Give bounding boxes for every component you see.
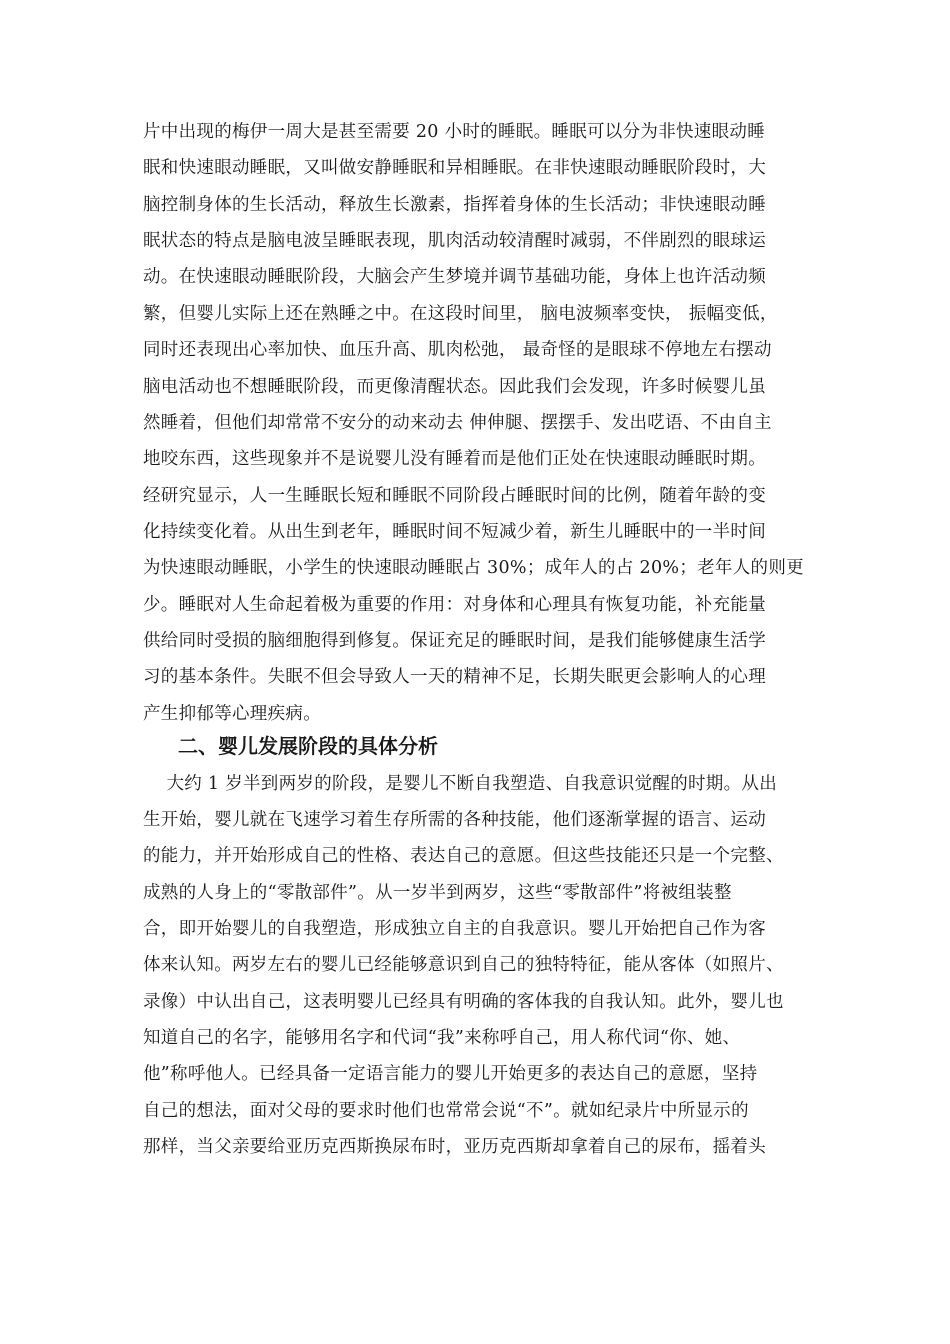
paragraph-2-line: 那样，当父亲要给亚历克西斯换尿布时，亚历克西斯却拿着自己的尿布，摇着头 [143, 1137, 766, 1157]
paragraph-1-line: 供给同时受损的脑细胞得到修复。保证充足的睡眠时间，是我们能够健康生活学 [143, 631, 766, 651]
paragraph-1-line: 然睡着，但他们却常常不安分的动来动去 伸伸腿、摆摆手、发出呓语、不由自主 [143, 413, 772, 433]
paragraph-2-line: 合，即开始婴儿的自我塑造，形成独立自主的自我意识。婴儿开始把自己作为客 [143, 919, 766, 939]
paragraph-1-line: 眠和快速眼动睡眠，又叫做安静睡眠和异相睡眠。在非快速眼动睡眠阶段时，大 [143, 158, 766, 178]
paragraph-2-line: 录像）中认出自己，这表明婴儿已经具有明确的客体我的自我认知。此外，婴儿也 [143, 992, 784, 1012]
paragraph-1-line: 少。睡眠对人生命起着极为重要的作用：对身体和心理具有恢复功能，补充能量 [143, 595, 766, 615]
paragraph-1-line: 繁，但婴儿实际上还在熟睡之中。在这段时间里， 脑电波频率变快， 振幅变低， [143, 304, 778, 324]
paragraph-2-line: 成熟的人身上的“零散部件”。从一岁半到两岁，这些“零散部件”将被组装整 [143, 883, 732, 903]
paragraph-2-line: 知道自己的名字，能够用名字和代词“我”来称呼自己，用人称代词“你、她、 [143, 1028, 741, 1048]
paragraph-1-line: 经研究显示，人一生睡眠长短和睡眠不同阶段占睡眠时间的比例，随着年龄的变 [143, 486, 766, 506]
paragraph-2-line: 大约 1 岁半到两岁的阶段，是婴儿不断自我塑造、自我意识觉醒的时期。从出 [143, 774, 778, 794]
paragraph-2-line: 自己的想法，面对父母的要求时他们也常常会说“不”。就如纪录片中所显示的 [143, 1101, 749, 1121]
paragraph-2-line: 他”称呼他人。已经具备一定语言能力的婴儿开始更多的表达自己的意愿，坚持 [143, 1064, 758, 1084]
paragraph-1-line: 习的基本条件。失眠不但会导致人一天的精神不足，长期失眠更会影响人的心理 [143, 667, 766, 687]
paragraph-1-line: 脑电活动也不想睡眠阶段，而更像清醒状态。因此我们会发现，许多时候婴儿虽 [143, 377, 766, 397]
paragraph-1-line: 动。在快速眼动睡眠阶段，大脑会产生梦境并调节基础功能，身体上也许活动频 [143, 267, 766, 287]
paragraph-1-line: 同时还表现出心率加快、血压升高、肌肉松弛， 最奇怪的是眼球不停地左右摆动 [143, 340, 772, 360]
paragraph-1-line: 化持续变化着。从出生到老年，睡眠时间不短减少着，新生儿睡眠中的一半时间 [143, 522, 766, 542]
paragraph-1-line: 为快速眼动睡眠，小学生的快速眼动睡眠占 30%；成年人的占 20%；老年人的则更 [143, 558, 804, 578]
paragraph-1-line: 产生抑郁等心理疾病。 [143, 704, 321, 724]
paragraph-1-line: 脑控制身体的生长活动，释放生长激素，指挥着身体的生长活动；非快速眼动睡 [143, 195, 766, 215]
paragraph-1-line: 眠状态的特点是脑电波呈睡眠表现，肌肉活动较清醒时减弱，不伴剧烈的眼球运 [143, 231, 766, 251]
paragraph-2-line: 生开始，婴儿就在飞速学习着生存所需的各种技能，他们逐渐掌握的语言、运动 [143, 810, 766, 830]
paragraph-2-line: 的能力，并开始形成自己的性格、表达自己的意愿。但这些技能还只是一个完整、 [143, 846, 784, 866]
section-heading: 二、婴儿发展阶段的具体分析 [178, 734, 438, 758]
paragraph-1-line: 片中出现的梅伊一周大是甚至需要 20 小时的睡眠。睡眠可以分为非快速眼动睡 [143, 122, 765, 142]
paragraph-2-line: 体来认知。两岁左右的婴儿已经能够意识到自己的独特特征，能从客体（如照片、 [143, 955, 784, 975]
paragraph-1-line: 地咬东西，这些现象并不是说婴儿没有睡着而是他们正处在快速眼动睡眠时期。 [143, 449, 766, 469]
